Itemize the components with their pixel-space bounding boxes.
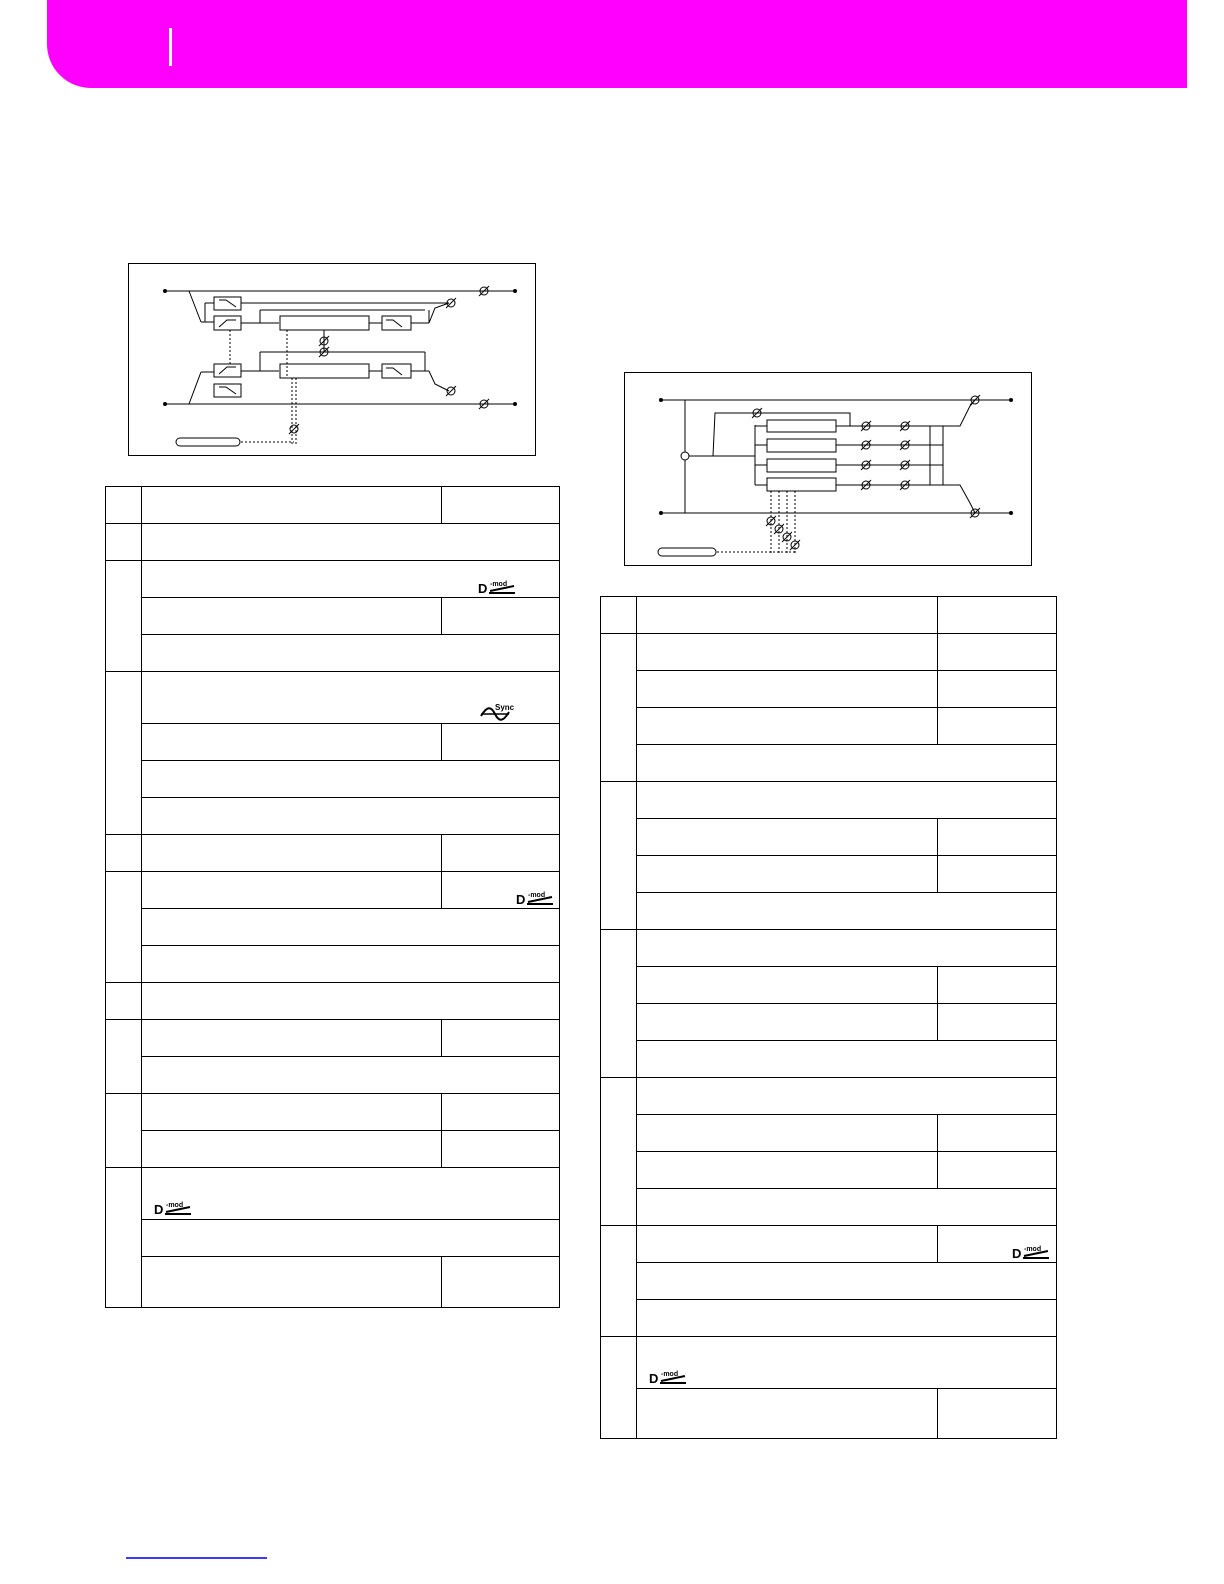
table-cell [637,1389,938,1439]
table-cell [938,1226,1057,1263]
table-cell [938,967,1057,1004]
table-cell [938,597,1057,634]
svg-text:-mod: -mod [1024,1246,1042,1253]
table-cell [442,487,560,524]
table-cell [106,872,142,983]
parameter-table-left [105,486,560,1308]
table-cell [106,1094,142,1168]
table-cell [637,782,1057,819]
header-band [47,0,1187,88]
table-cell [637,967,938,1004]
svg-text:-mod: -mod [528,892,546,899]
header-divider [169,28,172,66]
table-cell [442,724,560,761]
diagram-right-svg [625,373,1030,564]
table-cell [106,835,142,872]
parameter-table-right [600,596,1057,1439]
svg-text:D: D [516,892,526,906]
table-cell [637,1263,1057,1300]
table-cell [142,561,560,598]
dmod-icon [649,1369,687,1385]
table-cell [142,1131,442,1168]
svg-text:D: D [649,1371,659,1385]
svg-text:-mod: -mod [490,581,508,588]
table-cell [938,1152,1057,1189]
table-cell [106,561,142,672]
table-cell [938,819,1057,856]
table-cell [938,856,1057,893]
table-cell [601,1337,637,1439]
table-cell [142,983,560,1020]
table-cell [938,1115,1057,1152]
table-cell [106,1020,142,1094]
table-cell [142,672,560,724]
table-cell [637,1189,1057,1226]
table-cell [106,672,142,835]
table-cell [442,598,560,635]
svg-text:D: D [1012,1246,1022,1260]
table-cell [637,671,938,708]
table-cell [142,524,560,561]
table-cell [637,634,938,671]
table-cell [637,1078,1057,1115]
table-cell [142,1257,442,1308]
table-cell [142,1168,560,1220]
dmod-icon [154,1200,192,1216]
block-diagram-left [128,263,536,456]
table-cell [106,524,142,561]
table-cell [637,893,1057,930]
table-cell [601,597,637,634]
svg-text:Sync: Sync [495,703,515,712]
table-cell [442,1094,560,1131]
table-cell [637,1152,938,1189]
table-cell [938,708,1057,745]
tempo-sync-icon [479,702,515,722]
table-cell [142,872,442,909]
table-cell [601,930,637,1078]
diagram-left-svg [129,264,534,454]
table-cell [938,1389,1057,1439]
dmod-icon [478,579,516,595]
table-cell [637,597,938,634]
svg-text:D: D [478,581,488,595]
table-cell [442,1257,560,1308]
table-cell [142,946,560,983]
table-cell [637,708,938,745]
table-cell [106,487,142,524]
dmod-icon [1012,1244,1050,1260]
table-cell [142,635,560,672]
table-cell [142,1220,560,1257]
table-cell [442,872,560,909]
table-cell [637,930,1057,967]
table-cell [938,1004,1057,1041]
table-cell [637,1226,938,1263]
table-cell [637,856,938,893]
table-cell [142,1020,442,1057]
table-cell [442,1131,560,1168]
table-cell [637,1004,938,1041]
table-cell [637,1041,1057,1078]
table-cell [106,1168,142,1308]
table-cell [938,671,1057,708]
footer-link-underline[interactable] [126,1557,267,1559]
table-cell [938,634,1057,671]
table-cell [601,1078,637,1226]
svg-text:-mod: -mod [661,1371,679,1378]
table-cell [637,745,1057,782]
table-cell [142,724,442,761]
svg-text:-mod: -mod [166,1202,184,1209]
table-cell [142,909,560,946]
table-cell [637,1115,938,1152]
table-cell [601,1226,637,1337]
table-cell [442,835,560,872]
table-cell [106,983,142,1020]
table-cell [142,761,560,798]
table-cell [142,835,442,872]
dmod-icon [516,890,554,906]
table-cell [637,1337,1057,1389]
table-cell [637,1300,1057,1337]
table-cell [142,598,442,635]
table-cell [601,634,637,782]
table-cell [637,819,938,856]
table-cell [142,1094,442,1131]
svg-text:D: D [154,1202,164,1216]
table-cell [142,487,442,524]
table-cell [601,782,637,930]
table-cell [142,1057,560,1094]
table-cell [442,1020,560,1057]
table-cell [142,798,560,835]
block-diagram-right [624,372,1032,566]
